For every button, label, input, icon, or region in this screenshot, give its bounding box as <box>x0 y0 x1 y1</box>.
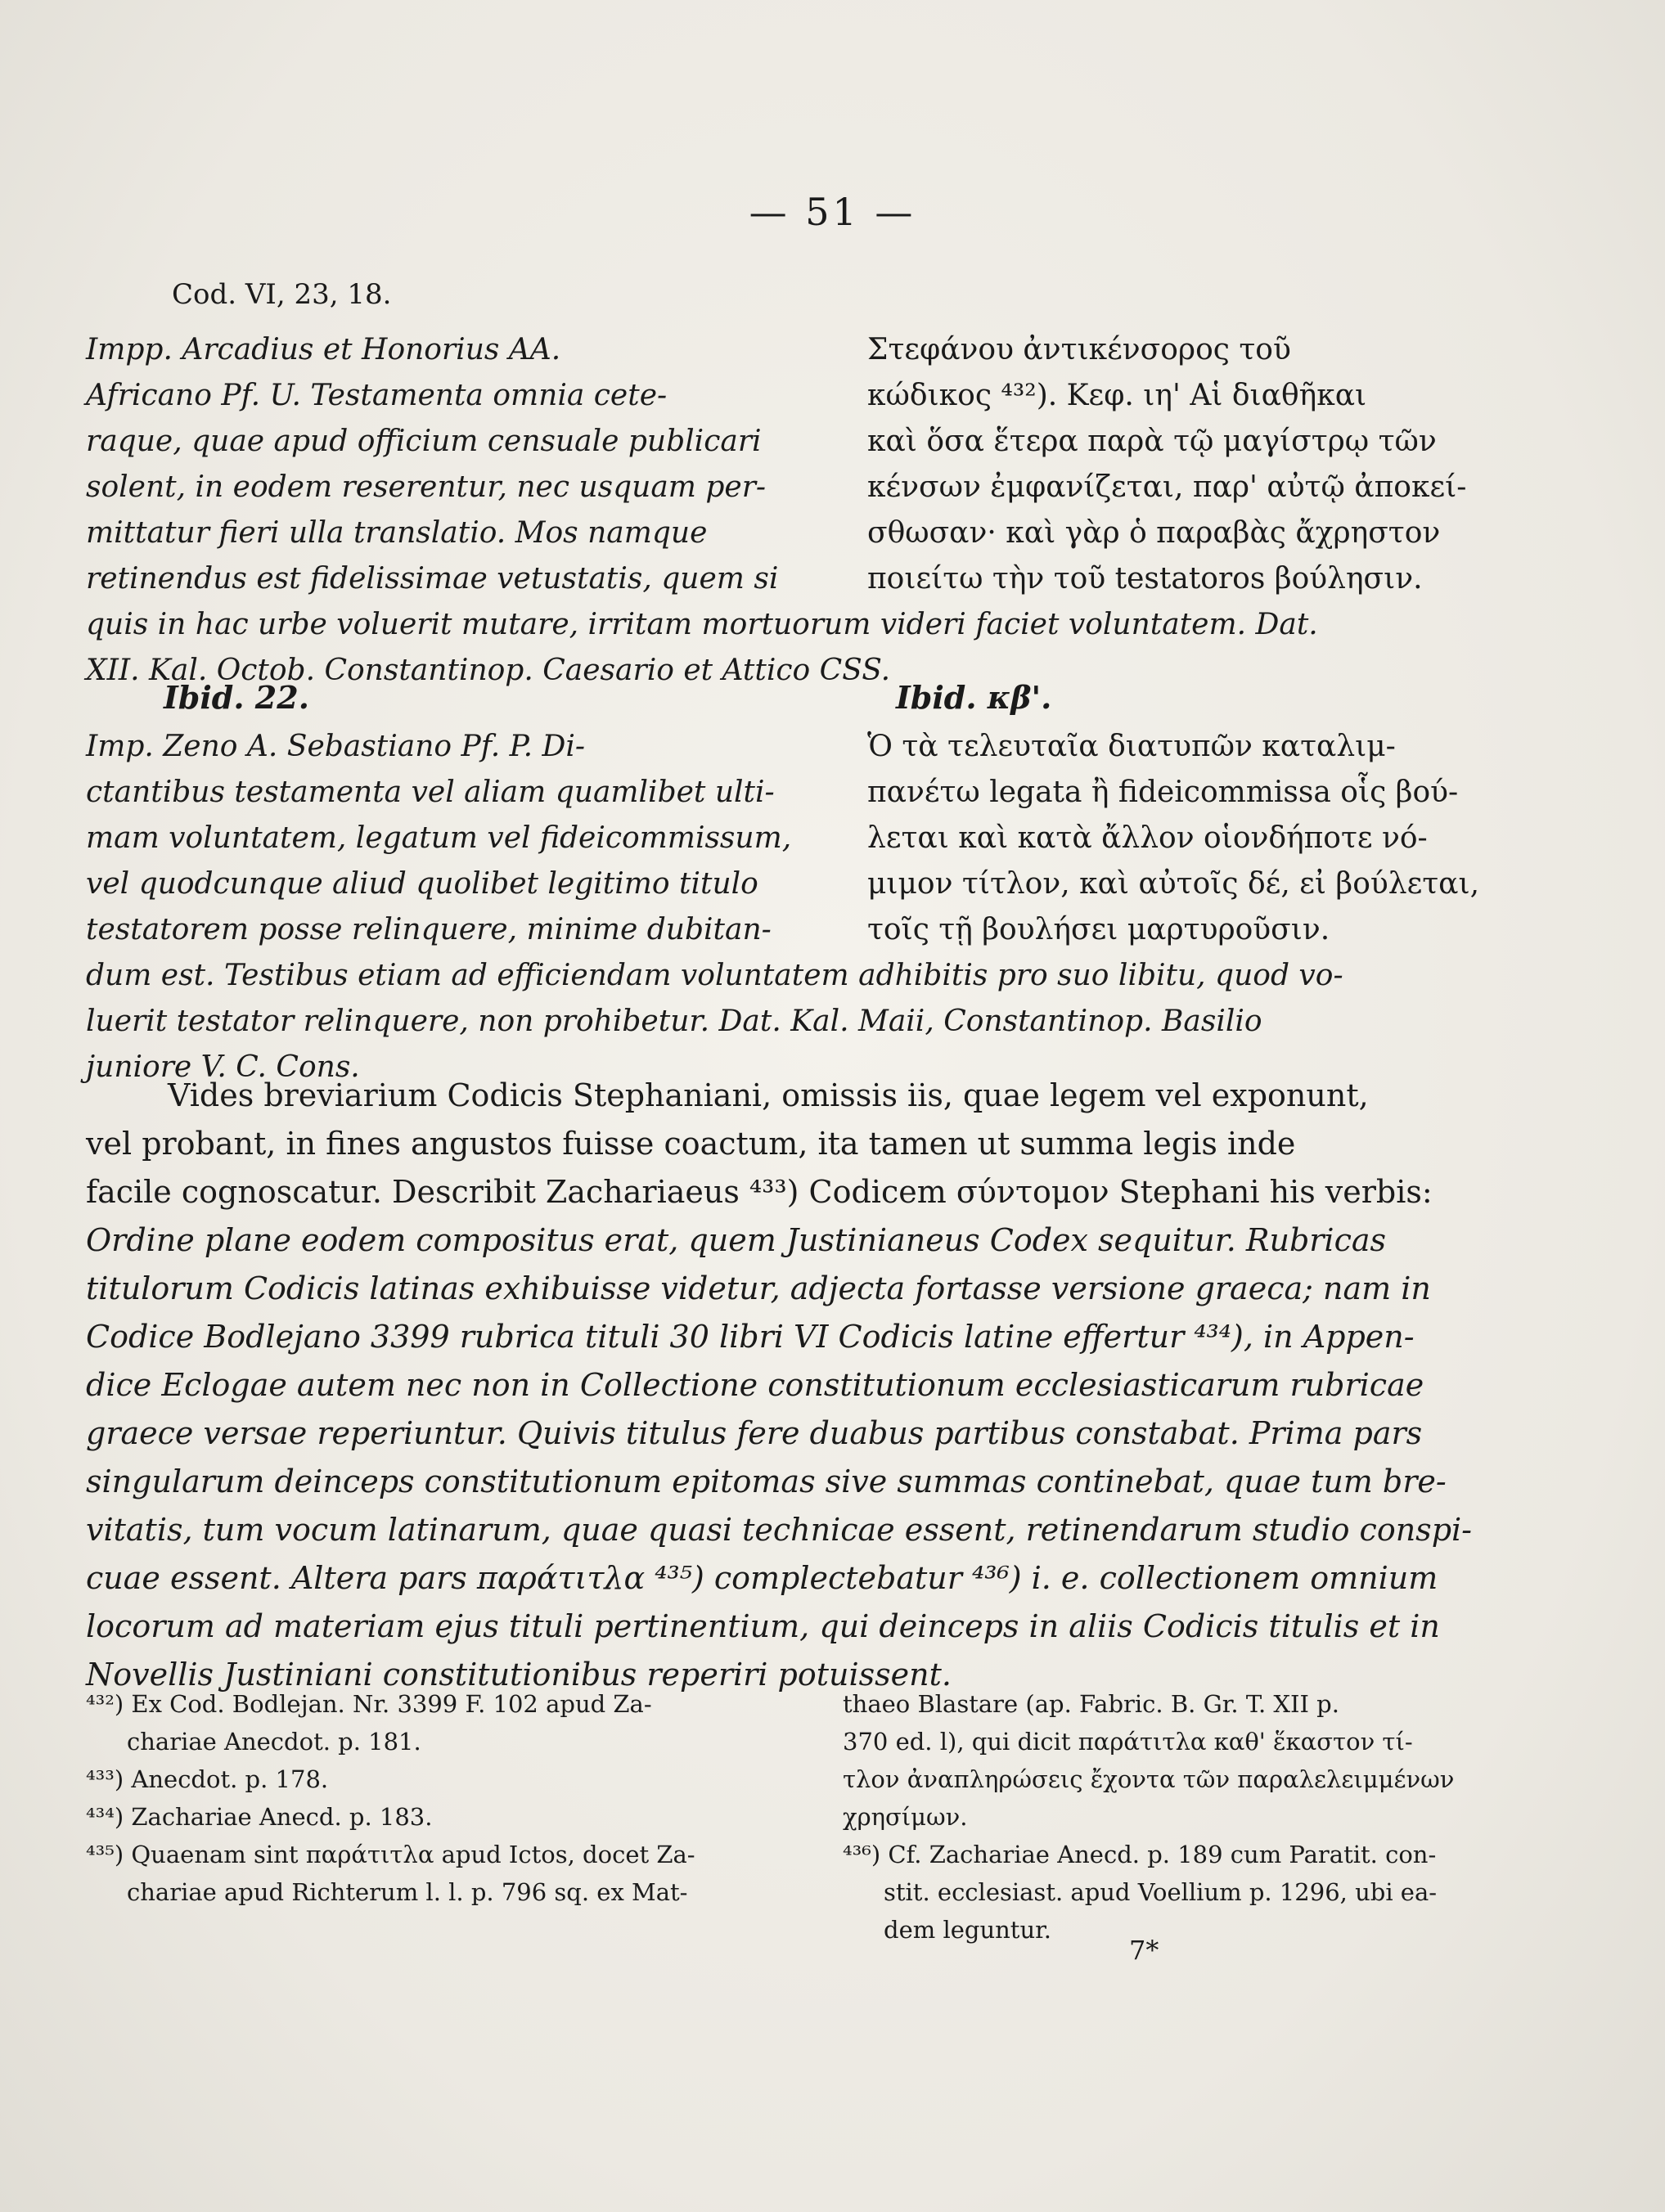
footnote-line: ⁴³⁶) Cf. Zachariae Anecd. p. 189 cum Paratit. con- <box>843 1841 1437 1868</box>
text-line: mam voluntatem, legatum vel fideicommissum, <box>86 821 792 855</box>
text-line: σθωσαν· καὶ γὰρ ὁ παραβὰς ἄχρηστον <box>867 516 1441 550</box>
text-line: Impp. Arcadius et Honorius AA. <box>86 333 561 366</box>
text-line: vel probant, in fines angustos fuisse coactum, ita tamen ut summa legis inde <box>86 1126 1296 1162</box>
greek-column-2 <box>867 724 1587 953</box>
footnote-line: chariae apud Richterum l. l. p. 796 sq. ex Mat- <box>127 1878 688 1906</box>
code-citation: Cod. VI, 23, 18. <box>172 278 392 311</box>
footnote-line: stit. ecclesiast. apud Voellium p. 1296, ubi ea- <box>884 1878 1438 1906</box>
text-line: vel quodcunque aliud quolibet legitimo titulo <box>86 867 758 901</box>
footnote-line: dem leguntur. <box>884 1916 1052 1944</box>
text-line: quis in hac urbe voluerit mutare, irritam mortuorum videri faciet voluntatem. Dat. <box>86 608 1318 641</box>
text-line: καὶ ὅσα ἕτερα παρὰ τῷ μαγίστρῳ τῶν <box>867 425 1437 458</box>
text-line: luerit testator relinquere, non prohibetur. Dat. Kal. Maii, Constantinop. Basilio <box>86 1005 1262 1038</box>
text-line: solent, in eodem reserentur, nec usquam per- <box>86 470 767 504</box>
footnote-line: τλον ἀναπληρώσεις ἔχοντα τῶν παραλελειμμένων <box>843 1765 1455 1793</box>
footnote-line: ⁴³²) Ex Cod. Bodlejan. Nr. 3399 F. 102 apud Za- <box>86 1690 652 1718</box>
text-line: vitatis, tum vocum latinarum, quae quasi technicae essent, retinendarum studio conspi- <box>86 1512 1473 1548</box>
section-1-continuation <box>86 602 1575 694</box>
text-line: Στεφάνου ἀντικένσορος τοῦ <box>867 333 1291 366</box>
footnote-line: ⁴³⁴) Zachariae Anecd. p. 183. <box>86 1803 433 1831</box>
text-line: Codice Bodlejano 3399 rubrica tituli 30 libri VI Codicis latine effertur ⁴³⁴), in Appen- <box>86 1319 1415 1355</box>
text-line: dice Eclogae autem nec non in Collectione constitutionum ecclesiasticarum rubricae <box>86 1367 1424 1403</box>
text-line: singularum deinceps constitutionum epitomas sive summas continebat, quae tum bre- <box>86 1463 1447 1499</box>
signature-mark: 7* <box>1129 1935 1159 1966</box>
ibid-heading-right: Ibid. κβ'. <box>896 679 1052 716</box>
text-line: κένσων ἐμφανίζεται, παρ' αὐτῷ ἀποκεί- <box>867 470 1467 504</box>
ibid-heading-left: Ibid. 22. <box>164 679 309 716</box>
text-line: titulorum Codicis latinas exhibuisse videtur, adjecta fortasse versione graeca; nam in <box>86 1270 1431 1306</box>
text-line: juniore V. C. Cons. <box>86 1050 360 1084</box>
text-line: Ὁ τὰ τελευταῖα διατυπῶν καταλιμ- <box>867 730 1396 763</box>
footnote-line: ⁴³⁵) Quaenam sint παράτιτλα apud Ictos, docet Za- <box>86 1841 695 1868</box>
latin-column-1 <box>86 327 806 602</box>
text-line: graece versae reperiuntur. Quivis titulus fere duabus partibus constabat. Prima pars <box>86 1415 1423 1451</box>
footnote-line: chariae Anecdot. p. 181. <box>127 1728 421 1756</box>
text-line: Vides breviarium Codicis Stephaniani, omissis iis, quae legem vel exponunt, <box>168 1077 1369 1113</box>
text-line: mittatur fieri ulla translatio. Mos namque <box>86 516 708 550</box>
footnote-line: ⁴³³) Anecdot. p. 178. <box>86 1765 329 1793</box>
text-line: dum est. Testibus etiam ad efficiendam voluntatem adhibitis pro suo libitu, quod vo- <box>86 959 1343 992</box>
text-line: testatorem posse relinquere, minime dubitan- <box>86 913 772 946</box>
section-2-continuation <box>86 953 1575 1090</box>
text-line: πανέτω legata ἢ fideicommissa οἷς βού- <box>867 776 1459 809</box>
text-line: Novellis Justiniani constitutionibus reperiri potuissent. <box>86 1657 952 1693</box>
text-line: Ordine plane eodem compositus erat, quem Justinianeus Codex sequitur. Rubricas <box>86 1222 1387 1258</box>
text-line: Africano Pf. U. Testamenta omnia cete- <box>86 379 668 412</box>
commentary-paragraph <box>86 1072 1575 1699</box>
text-line: τοῖς τῇ βουλήσει μαρτυροῦσιν. <box>867 913 1330 946</box>
latin-column-2 <box>86 724 806 953</box>
greek-column-1 <box>867 327 1587 602</box>
text-line: locorum ad materiam ejus tituli pertinentium, qui deinceps in aliis Codicis titulis et in <box>86 1608 1440 1644</box>
text-line: raque, quae apud officium censuale publicari <box>86 425 762 458</box>
footnote-line: thaeo Blastare (ap. Fabric. B. Gr. T. XII p. <box>843 1690 1339 1718</box>
page-number: — 51 — <box>749 190 916 234</box>
text-line: μιμον τίτλον, καὶ αὐτοῖς δέ, εἰ βούλεται, <box>867 867 1480 901</box>
text-line: XII. Kal. Octob. Constantinop. Caesario et Attico CSS. <box>86 654 891 687</box>
text-line: ποιείτω τὴν τοῦ testatoros βούλησιν. <box>867 562 1423 596</box>
footnote-line: χρησίμων. <box>843 1803 968 1831</box>
footnotes-left <box>86 1685 740 1911</box>
footnote-line: 370 ed. l), qui dicit παράτιτλα καθ' ἕκαστον τί- <box>843 1728 1413 1756</box>
text-line: ctantibus testamenta vel aliam quamlibet ulti- <box>86 776 775 809</box>
text-line: Imp. Zeno A. Sebastiano Pf. P. Di- <box>86 730 585 763</box>
text-line: cuae essent. Altera pars παράτιτλα ⁴³⁵) complectebatur ⁴³⁶) i. e. collectionem omnium <box>86 1560 1438 1596</box>
text-line: retinendus est fidelissimae vetustatis, quem si <box>86 562 779 596</box>
text-line: λεται καὶ κατὰ ἄλλον οἱονδήποτε νό- <box>867 821 1428 855</box>
text-line: facile cognoscatur. Describit Zachariaeus ⁴³³) Codicem σύντομον Stephani his verbis: <box>86 1174 1433 1210</box>
text-line: κώδικος ⁴³²). Κεφ. ιη' Αἱ διαθῆκαι <box>867 379 1367 412</box>
footnotes-right <box>843 1685 1579 1949</box>
